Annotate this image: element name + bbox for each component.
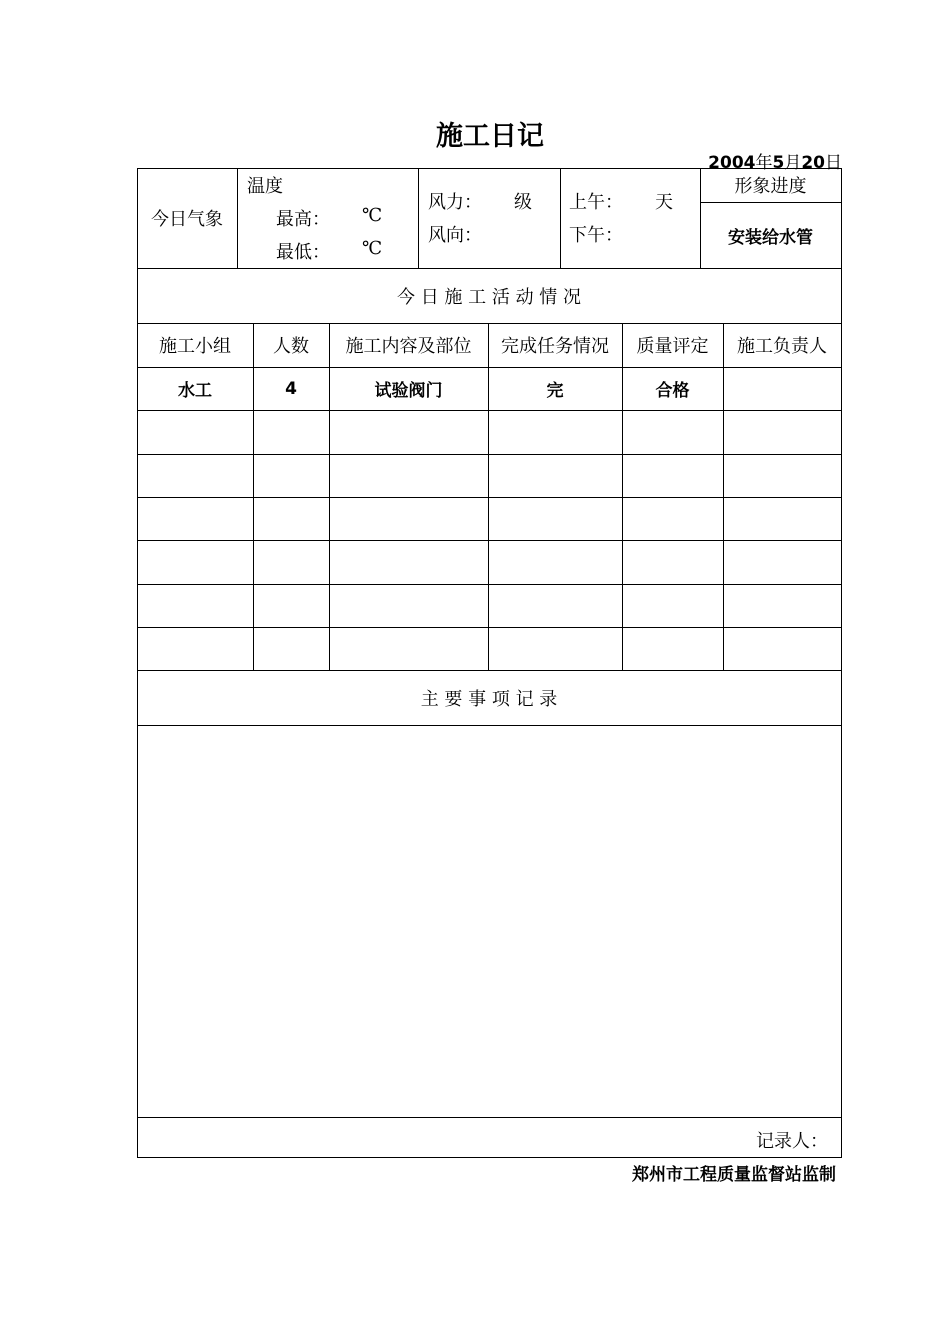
table-cell[interactable] [723, 367, 841, 410]
recorder-label: 记录人： [756, 1131, 828, 1152]
table-cell[interactable] [329, 584, 488, 627]
date-day-unit: 日 [825, 153, 842, 173]
table-cell[interactable] [488, 497, 622, 540]
column-header: 人数 [273, 336, 309, 357]
table-cell[interactable] [137, 627, 253, 670]
table-cell[interactable] [723, 584, 841, 627]
table-cell[interactable] [488, 540, 622, 584]
table-cell[interactable] [253, 584, 329, 627]
am-weather-unit: 天 [655, 192, 673, 213]
low-temp-unit: ℃ [362, 238, 383, 259]
date-year-unit: 年 [755, 153, 773, 173]
table-cell[interactable] [622, 627, 723, 670]
notes-heading: 主 要 事 项 记 录 [420, 688, 558, 710]
wind-direction-label: 风向： [428, 225, 482, 246]
high-temp-unit: ℃ [362, 205, 383, 226]
wind-force-unit: 级 [514, 192, 532, 213]
date-month: 5 [772, 153, 785, 173]
table-cell[interactable] [723, 497, 841, 540]
table-cell[interactable] [329, 627, 488, 670]
weather-label: 今日气象 [151, 209, 223, 230]
page-title: 施工日记 [436, 121, 544, 152]
table-cell[interactable] [329, 540, 488, 584]
table-cell[interactable]: 试验阀门 [374, 381, 443, 401]
low-temp-label: 最低： [276, 242, 330, 263]
table-cell[interactable] [253, 627, 329, 670]
table-cell[interactable] [253, 410, 329, 454]
column-header: 施工内容及部位 [345, 336, 472, 357]
table-cell[interactable] [723, 410, 841, 454]
table-cell[interactable]: 合格 [655, 381, 690, 401]
column-header: 完成任务情况 [501, 336, 609, 357]
footer-issuer: 郑州市工程质量监督站监制 [632, 1165, 836, 1185]
table-cell[interactable]: 完 [546, 381, 564, 401]
am-weather-label: 上午： [569, 192, 623, 213]
table-cell[interactable] [137, 410, 253, 454]
column-header: 质量评定 [636, 336, 709, 357]
table-cell[interactable] [137, 584, 253, 627]
table-cell[interactable] [488, 584, 622, 627]
table-cell[interactable] [622, 410, 723, 454]
table-cell[interactable] [329, 410, 488, 454]
table-cell[interactable] [329, 497, 488, 540]
table-cell[interactable] [329, 454, 488, 497]
table-cell[interactable] [723, 540, 841, 584]
table-cell[interactable] [488, 410, 622, 454]
table-cell[interactable]: 4 [285, 378, 297, 399]
table-cell[interactable] [622, 454, 723, 497]
date-year: 2004 [708, 153, 756, 173]
table-cell[interactable] [137, 454, 253, 497]
table-cell[interactable]: 水工 [178, 381, 212, 401]
table-cell[interactable] [723, 454, 841, 497]
column-header: 施工小组 [159, 336, 231, 357]
table-cell[interactable] [622, 540, 723, 584]
table-cell[interactable] [253, 497, 329, 540]
progress-label: 形象进度 [734, 176, 807, 197]
activities-heading: 今 日 施 工 活 动 情 况 [396, 286, 582, 308]
table-cell[interactable] [723, 627, 841, 670]
table-cell[interactable] [137, 497, 253, 540]
column-header: 施工负责人 [737, 336, 827, 357]
table-cell[interactable] [622, 584, 723, 627]
notes-content-area[interactable] [138, 726, 840, 1116]
wind-force-label: 风力： [428, 192, 482, 213]
table-cell[interactable] [622, 497, 723, 540]
date-day: 20 [801, 153, 825, 173]
table-cell[interactable] [488, 627, 622, 670]
progress-value: 安装给水管 [728, 227, 813, 248]
table-cell[interactable] [137, 540, 253, 584]
date-month-unit: 月 [784, 153, 802, 173]
pm-weather-label: 下午： [569, 225, 623, 246]
table-cell[interactable] [253, 454, 329, 497]
temperature-label: 温度 [247, 176, 283, 197]
table-cell[interactable] [253, 540, 329, 584]
table-cell[interactable] [488, 454, 622, 497]
high-temp-label: 最高： [276, 209, 330, 230]
